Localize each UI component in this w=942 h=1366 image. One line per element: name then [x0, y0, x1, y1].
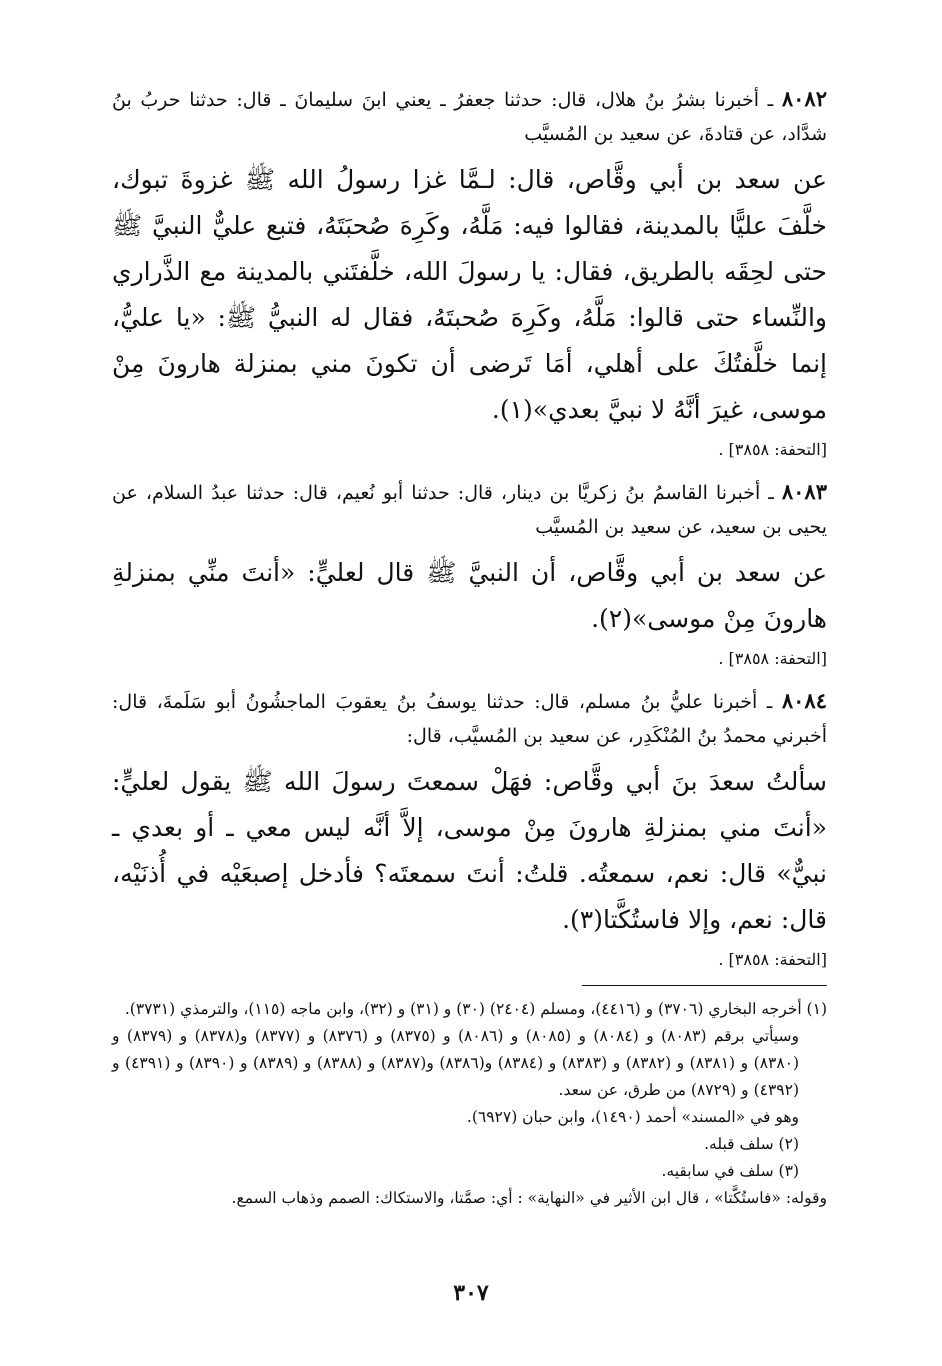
footnote-3-gloss: وقوله: «فاستُكَّتا» ، قال ابن الأثير في «النهاية» : أي: صمَّتا، والاستكاك: الصمم وذهاب السمع. [231, 1189, 827, 1207]
footnotes [112, 996, 827, 1212]
page-number: ٣٠٧ [453, 1280, 489, 1306]
hadith-isnad [112, 82, 827, 151]
isnad-text: ـ أخبرنا عليُّ بنُ مسلم، قال: حدثنا يوسفُ بنُ يعقوبَ الماجشُونُ أبو سَلَمةَ، قال: أخبرني محمدُ بنُ المُنْكَدِر، عن سعيد بن المُسيَّب، قال: [112, 691, 827, 747]
hadith-matn: عن سعد بن أبي وقَّاص، أن النبيَّ ﷺ قال لعليٍّ: «أنتَ منِّي بمنزلةِ هارونَ مِنْ موسى»(٢). [112, 558, 827, 633]
hadith-isnad [112, 684, 827, 753]
page-body [112, 78, 827, 1212]
hadith-8083 [112, 475, 827, 672]
footnote-1: (١) أخرجه البخاري (٣٧٠٦) و (٤٤١٦)، ومسلم (٢٤٠٤) (٣٠) و (٣١) و (٣٢)، وابن ماجه (١١٥)، والترمذي (٣٧٣١). [124, 1000, 827, 1018]
hadith-matn: عن سعد بن أبي وقَّاص، قال: لـمَّا غزا رسولُ الله ﷺ غزوةَ تبوك، خلَّفَ عليًّا بالمدينة، فقالوا فيه: مَلَّهُ، وكَرِهَ صُحبَتَهُ، فتبع عليٌّ النبيَّ ﷺ حتى لحِقَه بالطريق، فقال: يا رسولَ الله، خلَّفتَني بالمدينة مع الذَّراري والنِّساء حتى قالوا: مَلَّهُ، وكَرِهَ صُحبتَهُ، فقال له النبيُّ ﷺ: «يا عليُّ، إنما خلَّفتُكَ على أهلي، أمَا تَرضى أن تكونَ مني بمنزلة هارونَ مِنْ موسى، غيرَ أنَّهُ لا نبيَّ بعدي»(١). [112, 165, 827, 424]
footnote-1-continued: وسيأتي برقم (٨٠٨٣) و (٨٠٨٤) و (٨٠٨٥) و (٨٠٨٦) و (٨٣٧٥) و (٨٣٧٦) و (٨٣٧٧) و(٨٣٧٨) و (٨٣٧٩) و (٨٣٨٠) و (٨٣٨١) و (٨٣٨٢) و (٨٣٨٣) و (٨٣٨٤) و(٨٣٨٦) و(٨٣٨٧) و (٨٣٨٨) و (٨٣٨٩) و (٨٣٩٠) و (٤٣٩١) و (٤٣٩٢) و (٨٧٢٩) من طرق، عن سعد. [112, 1027, 800, 1099]
hadith-number: ٨٠٨٣ [781, 479, 827, 504]
footnote-3: (٣) سلف في سابقيه. [661, 1162, 799, 1180]
hadith-number: ٨٠٨٢ [781, 86, 827, 111]
footnote-2: (٢) سلف قبله. [704, 1135, 799, 1153]
hadith-isnad [112, 475, 827, 544]
hadith-number: ٨٠٨٤ [781, 688, 827, 713]
isnad-text: ـ أخبرنا بشرُ بنُ هلال، قال: حدثنا جعفرُ ـ يعني ابنَ سليمانَ ـ قال: حدثنا حربُ بنُ شدَّاد، عن قتادةَ، عن سعيد بن المُسيَّب [112, 89, 827, 145]
hadith-8084 [112, 684, 827, 973]
tuhfa-reference: [التحفة: ٣٨٥٨] . [718, 440, 827, 459]
isnad-text: ـ أخبرنا القاسمُ بنُ زكريَّا بن دينار، قال: حدثنا أبو نُعيم، قال: حدثنا عبدُ السلام، عن يحيى بن سعيد، عن سعيد بن المُسيَّب [112, 482, 827, 538]
tuhfa-reference: [التحفة: ٣٨٥٨] . [718, 649, 827, 668]
footnote-divider [582, 985, 827, 986]
hadith-8082 [112, 82, 827, 463]
footnote-1-musnad: وهو في «المسند» أحمد (١٤٩٠)، وابن حبان (٦٩٢٧). [466, 1108, 799, 1126]
hadith-matn: سألتُ سعدَ بنَ أبي وقَّاص: فهَلْ سمعتَ رسولَ الله ﷺ يقول لعليٍّ: «أنتَ مني بمنزلةِ هارونَ مِنْ موسى، إلاَّ أنَّه ليس معي ـ أو بعدي ـ نبيٌّ» قال: نعم، سمعتُه. قلتُ: أنتَ سمعتَه؟ فأدخل إصبعَيْه في أُذنَيْه، قال: نعم، وإلا فاستُكَّتا(٣). [112, 767, 827, 934]
tuhfa-reference: [التحفة: ٣٨٥٨] . [718, 950, 827, 969]
